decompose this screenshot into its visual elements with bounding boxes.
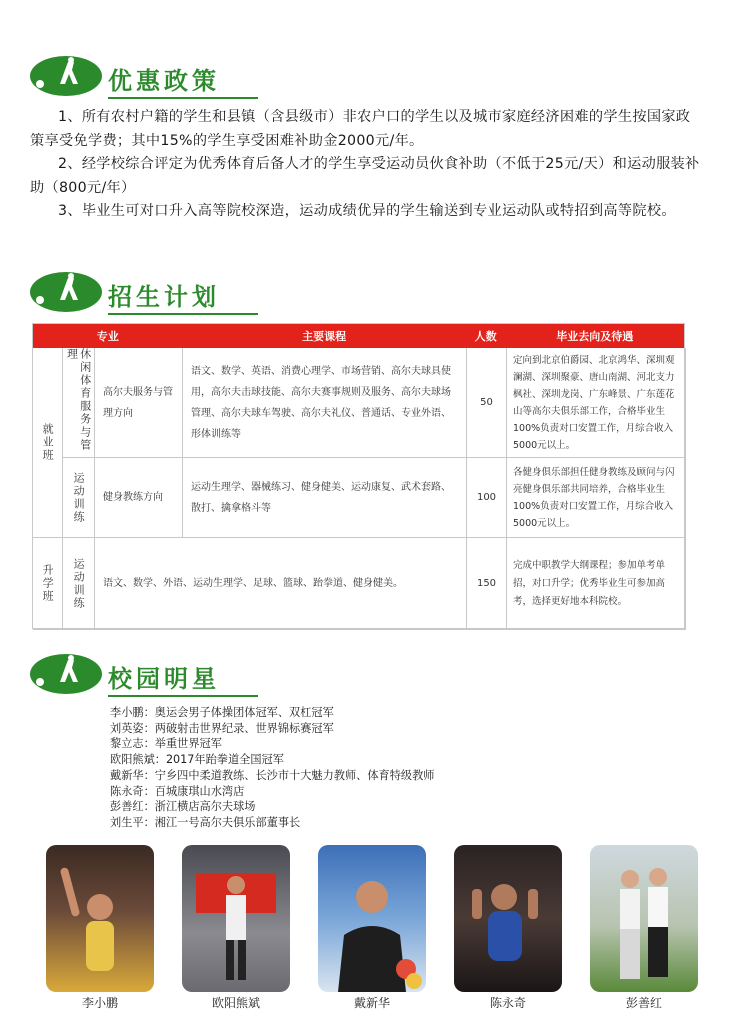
table-row-category: 运动训练 [63,538,95,630]
athlete-photo [46,845,154,992]
list-item: 戴新华：宁乡四中柔道教练、长沙市十大魅力教师、体育特级教师 [110,768,435,782]
photo-caption: 李小鹏 [81,996,118,1010]
list-item: 刘生平：湘江一号高尔夫俱乐部董事长 [110,815,301,829]
table-row-count: 150 [467,538,507,630]
star-photo-card [454,845,562,1011]
policy-item: 1、所有农村户籍的学生和县镇（含县级市）非农户口的学生以及城市家庭经济困难的学生按国家政策享受免学费；其中15%的学生享受困难补助金2000元/年。 [30,109,691,149]
table-row-count: 100 [467,458,507,538]
photo-caption: 彭善红 [625,996,662,1010]
table-row-direction: 健身教练方向 [95,458,183,538]
photo-caption: 戴新华 [353,996,390,1010]
star-photo-card [318,845,426,1011]
athlete-photo [590,845,698,992]
enrollment-plan-table [32,323,685,629]
list-item: 欧阳熊斌：2017年跆拳道全国冠军 [110,753,284,767]
star-photo-card [590,845,698,1011]
header-major: 专业 [96,330,119,343]
list-item: 彭善红：浙江横店高尔夫球场 [110,800,256,814]
group-further-study: 升学班 [33,538,63,630]
star-photo-card [46,845,154,1011]
plan-title-underline [108,313,258,315]
table-row-direction: 高尔夫服务与管理方向 [95,348,183,458]
header-courses: 主要课程 [302,330,347,343]
stars-list [110,705,434,831]
policy-item: 3、毕业生可对口升入高等院校深造，运动成绩优异的学生输送到专业运动队或特招到高等院校。 [58,203,676,219]
athlete-photo [454,845,562,992]
golfer-logo-icon [28,652,104,696]
stars-title-underline [108,695,258,697]
table-row-outlook: 定向到北京伯爵园、北京鸿华、深圳观澜湖、深圳聚豪、唐山南湖、河北支力枫社、深圳龙岗、广东峰景、广东莲花山等高尔夫俱乐部工作，合格毕业生100%负责对口安置工作，月综合收入5000元以上。 [507,348,686,458]
table-header [33,324,684,348]
list-item: 刘英姿：两破射击世界纪录、世界锦标赛冠军 [110,721,334,735]
list-item: 李小鹏：奥运会男子体操团体冠军、双杠冠军 [110,706,334,719]
photo-caption: 欧阳熊斌 [211,996,260,1010]
athlete-photo [182,845,290,992]
table-row-outlook: 完成中职教学大纲课程；参加单考单招，对口升学；优秀毕业生可参加高考，选择更好地本科院校。 [507,538,686,630]
policy-item: 2、经学校综合评定为优秀体育后备人才的学生享受运动员伙食补助（不低于25元/天）和运动服装补助（800元/年） [30,156,700,196]
list-item: 黎立志：举重世界冠军 [110,737,222,751]
policy-text [30,106,700,224]
athlete-photo [318,845,426,992]
stars-title: 校园明星 [108,665,220,693]
plan-title: 招生计划 [108,283,220,311]
table-row-category: 运动训练 [63,458,95,538]
policy-title: 优惠政策 [108,67,220,95]
table-row-courses: 语文、数学、外语、运动生理学、足球、篮球、跆拳道、健身健美。 [95,538,467,630]
header-outlook: 毕业去向及待遇 [556,330,634,343]
list-item: 陈永奇：百城康琪山水湾店 [110,784,245,798]
star-photos [46,845,706,1015]
golfer-logo-icon [28,270,104,314]
header-count: 人数 [474,330,497,343]
plan-section-header [28,268,288,318]
policy-title-underline [108,97,258,99]
table-row-courses: 运动生理学、器械练习、健身健美、运动康复、武术套路、散打、擒拿格斗等 [183,458,467,538]
group-employment: 就业班 [33,348,63,538]
table-row-courses: 语文、数学、英语、消费心理学、市场营销、高尔夫球具使用，高尔夫击球技能、高尔夫赛事规则及服务、高尔夫球场管理、高尔夫球车驾驶、高尔夫礼仪、普通话、专业外语、形体训练等 [183,348,467,458]
golfer-logo-icon [28,54,104,98]
photo-caption: 陈永奇 [489,996,526,1010]
table-row-outlook: 各健身俱乐部担任健身教练及顾问与闪亮健身俱乐部共同培养，合格毕业生100%负责对口安置工作，月综合收入5000元以上。 [507,458,686,538]
table-row-category: 休闲体育服务与管理 [63,348,95,458]
star-photo-card [182,845,290,1011]
policy-section-header [28,52,288,102]
stars-section-header [28,650,288,700]
table-row-count: 50 [467,348,507,458]
